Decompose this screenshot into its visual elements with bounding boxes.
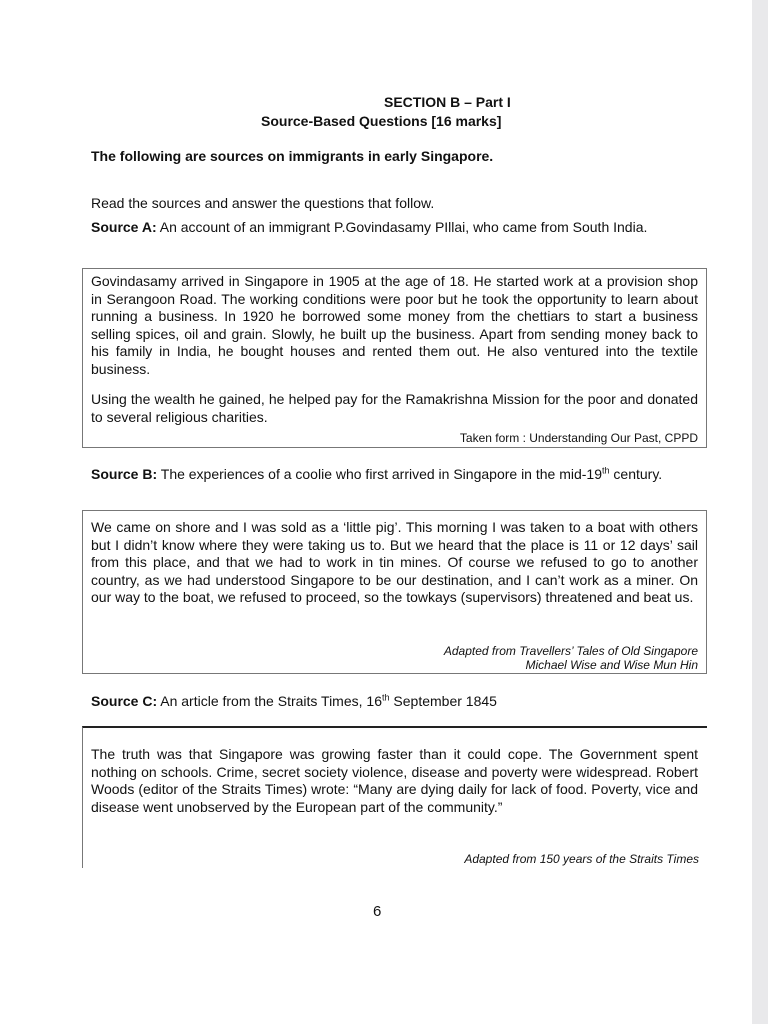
- source-b-label: Source B:: [91, 466, 158, 482]
- page-edge-strip: [752, 0, 768, 1024]
- instructions: Read the sources and answer the questions that follow.: [91, 195, 435, 211]
- source-c-citation: [464, 852, 699, 866]
- source-b-citation-line-1: Adapted from Travellers’ Tales of Old Singapore: [443, 644, 698, 658]
- source-c-label: Source C:: [91, 693, 158, 709]
- source-c-heading: [91, 692, 709, 710]
- source-b-paragraph: We came on shore and I was sold as a ‘little pig’. This morning I was taken to a boat with others but I didn’t know where they were taking us to. But we heard that the place is 11 or 12 days’ sail from this place, and that we had to work in tin mines. Of course we refused to go to another country, as we had understood Singapore to be our destination, and I can’t work as a miner. On our way to the boat, we refused to proceed, so the towkays (supervisors) threatened and beat us.: [91, 519, 698, 605]
- source-b-description-end: century.: [609, 466, 663, 482]
- page-number: 6: [373, 903, 382, 920]
- source-b-citation-line-2: Michael Wise and Wise Mun Hin: [525, 658, 698, 672]
- source-c-description: An article from the Straits Times, 16: [157, 693, 382, 709]
- source-c-superscript: th: [382, 692, 390, 703]
- source-a-heading: [91, 218, 709, 236]
- source-c-paragraph: The truth was that Singapore was growing faster than it could cope. The Government spent nothing on schools. Crime, secret society violence, disease and poverty were widespread. Robert Woods (editor of the Straits Times) wrote: “Many are dying daily for lack of food. Poverty, vice and disease went unobserved by the European part of the community.”: [91, 746, 698, 815]
- source-a-paragraph-2: Using the wealth he gained, he helped pay for the Ramakrishna Mission for the poor and donated to several religious charities.: [91, 391, 698, 425]
- section-title: SECTION B – Part I: [384, 94, 511, 110]
- source-b-superscript: th: [602, 465, 610, 476]
- source-b-citation: [444, 644, 698, 672]
- source-a-label: Source A:: [91, 219, 157, 235]
- source-a-paragraph-1: Govindasamy arrived in Singapore in 1905 at the age of 18. He started work at a provision shop in Serangoon Road. The working conditions were poor but he took the opportunity to learn about running a business. In 1920 he borrowed some money from the chettiars to start a business selling spices, oil and grain. Slowly, he built up the business. Apart from sending money back to his family in India, he bought houses and rented them out. He also ventured into the textile business.: [91, 273, 698, 377]
- source-a-box: [82, 268, 707, 448]
- intro-heading: The following are sources on immigrants in early Singapore.: [91, 148, 494, 164]
- source-b-heading: [91, 465, 709, 483]
- source-c-box: [82, 726, 707, 868]
- source-b-description: The experiences of a coolie who first arrived in Singapore in the mid-19: [157, 466, 602, 482]
- source-a-description: An account of an immigrant P.Govindasamy PIllai, who came from South India.: [156, 219, 648, 235]
- source-a-citation: Taken form : Understanding Our Past, CPPD: [459, 431, 698, 445]
- section-subtitle: Source-Based Questions [16 marks]: [261, 113, 502, 129]
- source-c-description-end: September 1845: [389, 693, 497, 709]
- source-b-box: [82, 510, 707, 674]
- source-c-citation-text: Adapted from 150 years of the Straits Times: [464, 852, 699, 866]
